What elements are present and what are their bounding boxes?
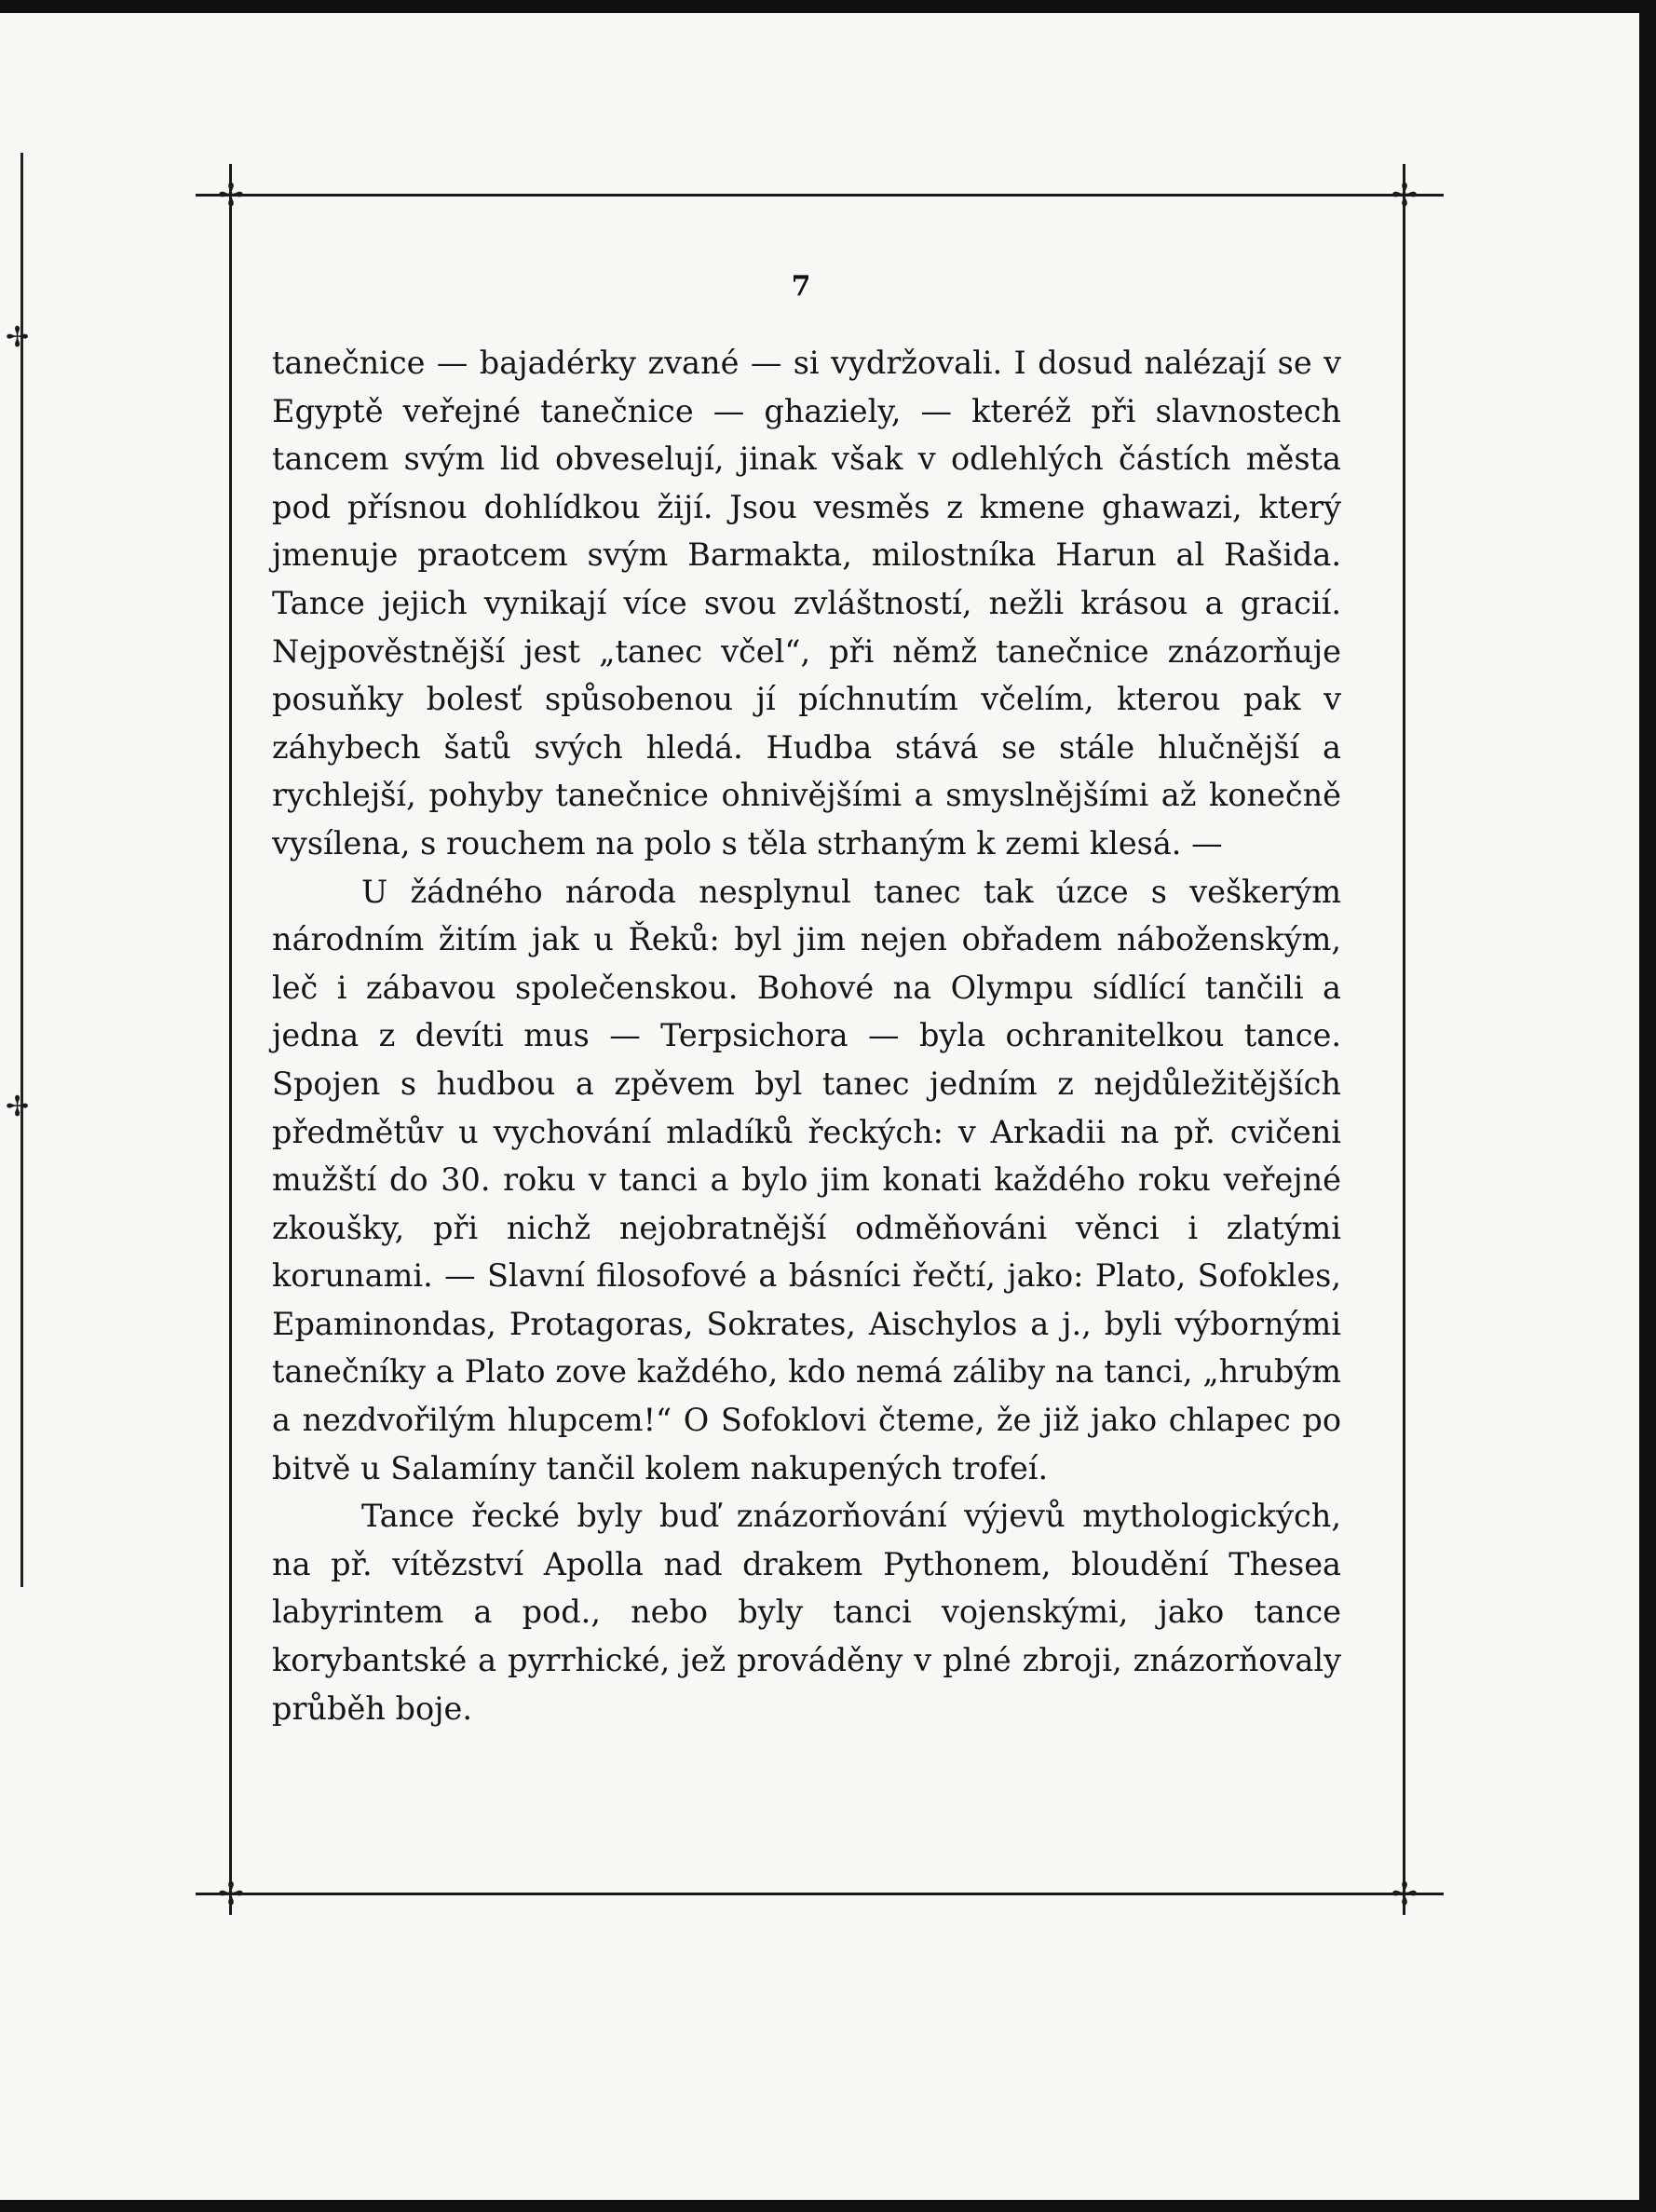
frame-corner-ornament-icon: ✢ <box>217 177 245 214</box>
body-text <box>272 339 1341 1732</box>
frame-right-rule <box>1403 164 1405 1915</box>
margin-ornament-icon: ✢ <box>6 1091 30 1123</box>
binding-edge <box>20 153 23 1587</box>
frame-bottom-rule <box>196 1893 1444 1895</box>
book-page <box>0 13 1639 2200</box>
paragraph-rekove: U žádného národa nesplynul tanec tak úzce s veškerým národním žitím jak u Řeků: byl jim nejen obřadem náboženským, leč i zábavou společenskou. Bohové na Olympu sídlící tančili a jedna z devíti mus — Terpsichora — byla ochranitelkou tance. Spojen s hudbou a zpěvem byl tanec jedním z nejdůležitějších předmětův u vychování mladíků řeckých: v Arkadii na př. cvičeni mužští do 30. roku v tanci a bylo jim konati každého roku veřejné zkoušky, při nichž nejobratnější odměňováni věnci i zlatými korunami. — Slavní filosofové a básníci řečtí, jako: Plato, Sofokles, Epaminondas, Protagoras, Sokrates, Aischylos a j., byli výbornými tanečníky a Plato zove každého, kdo nemá záliby na tanci, „hrubým a nezdvořilým hlupcem!“ O Sofoklovi čteme, že již jako chlapec po bitvě u Salamíny tančil kolem nakupených trofeí. <box>272 873 1341 1486</box>
frame-left-rule <box>229 164 232 1915</box>
frame-corner-ornament-icon: ✢ <box>1391 1876 1418 1913</box>
frame-top-rule <box>196 194 1444 197</box>
page-number: 7 <box>791 270 811 303</box>
paragraph-tance-recke: Tance řecké byly buď znázorňování výjevů mythologických, na př. vítězství Apolla nad drakem Pythonem, bloudění Thesea labyrintem a pod., nebo byly tanci vojenskými, jako tance korybantské a pyrrhické, jež prováděny v plné zbroji, znázorňovaly průběh boje. <box>272 1498 1341 1727</box>
margin-ornament-icon: ✢ <box>6 321 30 354</box>
frame-corner-ornament-icon: ✢ <box>217 1876 245 1913</box>
paragraph-bajaderky: tanečnice — bajadérky zvané — si vydržovali. I dosud nalézají se v Egyptě veřejné tanečnice — ghaziely, — kteréž při slavnostech tancem svým lid obveselují, jinak však v odlehlých částích města pod přísnou dohlídkou žijí. Jsou vesměs z kmene ghawazi, který jmenuje praotcem svým Barmakta, milostníka Harun al Rašida. Tance jejich vynikají více svou zvláštností, nežli krásou a gracií. Nejpověstnější jest „tanec včel“, při němž tanečnice znázorňuje posuňky bolesť spůsobenou jí píchnutím včelím, kterou pak v záhybech šatů svých hledá. Hudba stává se stále hlučnější a rychlejší, pohyby tanečnice ohnivějšími a smyslnějšími až konečně vysílena, s rouchem na polo s těla strhaným k zemi klesá. — <box>272 345 1341 862</box>
frame-corner-ornament-icon: ✢ <box>1391 177 1418 214</box>
